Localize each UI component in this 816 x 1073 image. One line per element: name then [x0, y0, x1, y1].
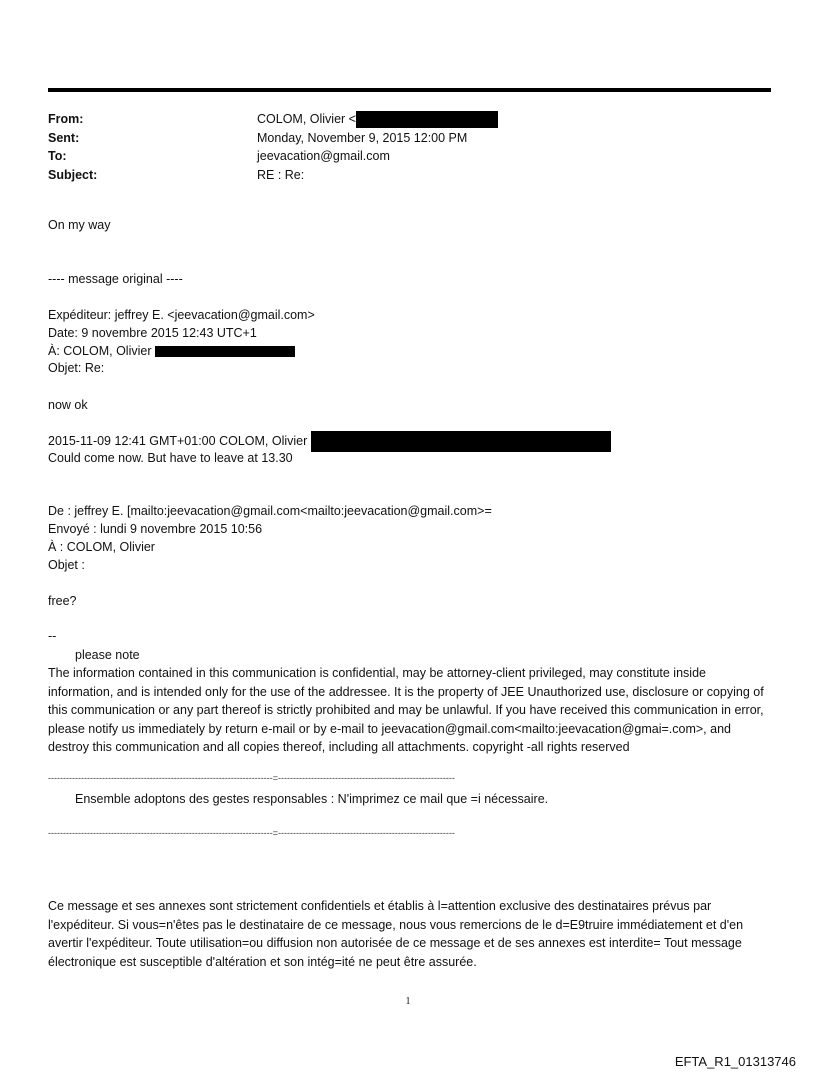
redaction-box: [155, 346, 295, 357]
objet-line: Objet :: [48, 558, 85, 572]
envoye-line: Envoyé : lundi 9 novembre 2015 10:56: [48, 522, 263, 536]
signature-dashes: --: [48, 629, 57, 643]
to-label: To:: [48, 149, 67, 163]
orig-to: [48, 342, 295, 360]
dash-rule: ---------------------------------------------------------------------------=-----------------------------------------------------------: [48, 828, 455, 838]
sent-label: Sent:: [48, 130, 80, 145]
french-disclaimer: Ce message et ses annexes sont strictement confidentiels et établis à l=attention exclusive des destinataires prévus par l'expéditeur. Si vous=n'êtes pas le destinataire de ce message, nous vous remercions de le d=E9truire immédiatement et d'en avertir l'expéditeur. Toute utilisation=ou diffusion non autorisée de ce message et de ses annexes est interdite= Tout message électronique est susceptible d'altération et son intég=ité ne peut être assurée.: [48, 899, 744, 969]
orig-from: Expéditeur: jeffrey E. <jeevacation@gmail.com>: [48, 308, 315, 322]
a-line: À : COLOM, Olivier: [48, 540, 155, 554]
subject-row: [48, 166, 748, 185]
quote-header-text: 2015-11-09 12:41 GMT+01:00 COLOM, Olivier: [48, 433, 311, 448]
sent-value: Monday, November 9, 2015 12:00 PM: [257, 130, 468, 145]
subject-value: RE : Re:: [257, 167, 305, 182]
email-header: [48, 110, 748, 184]
redaction-box: [311, 431, 611, 452]
from-row: [48, 110, 748, 129]
from-text: COLOM, Olivier <: [257, 112, 356, 126]
to-value: jeevacation@gmail.com: [257, 149, 390, 163]
to-row: [48, 147, 748, 166]
please-note: please note: [75, 648, 140, 662]
reply-text: On my way: [48, 218, 111, 232]
subject-label: Subject:: [48, 167, 98, 182]
orig-date: Date: 9 novembre 2015 12:43 UTC+1: [48, 326, 257, 340]
ensemble-notice: Ensemble adoptons des gestes responsables : N'imprimez ce mail que =i nécessaire.: [75, 792, 549, 806]
de-line: De : jeffrey E. [mailto:jeevacation@gmail.com<mailto:jeevacation@gmail.com>=: [48, 504, 492, 518]
free-text: free?: [48, 594, 77, 608]
quote-text: Could come now. But have to leave at 13.30: [48, 451, 293, 465]
sent-row: [48, 129, 748, 148]
from-label: From:: [48, 112, 84, 126]
header-rule: [48, 88, 771, 92]
from-value: [257, 110, 498, 129]
confidentiality-disclaimer: The information contained in this communication is confidential, may be attorney-client privileged, may constitute inside information, and is intended only for the use of the addressee. It is the property of JEE Unauthorized use, disclosure or copying of this communication or any part thereof is strictly prohibited and may be unlawful. If you have received this communication in error, please notify us immediately by return e-mail or by e-mail to jeevacation@gmail.com<mailto:jeevacation@gmai=.com>, and destroy this communication and all copies thereof, including all attachments. copyright -all rights reserved: [48, 666, 764, 754]
dash-rule: ---------------------------------------------------------------------------=-----------------------------------------------------------: [48, 773, 455, 783]
original-divider: ---- message original ----: [48, 272, 183, 286]
page-number: 1: [405, 996, 411, 1007]
bates-number: EFTA_R1_01313746: [674, 1054, 796, 1069]
redaction-box: [356, 111, 498, 128]
orig-to-text: À: COLOM, Olivier: [48, 344, 155, 358]
now-ok: now ok: [48, 398, 88, 412]
orig-subject: Objet: Re:: [48, 361, 105, 375]
